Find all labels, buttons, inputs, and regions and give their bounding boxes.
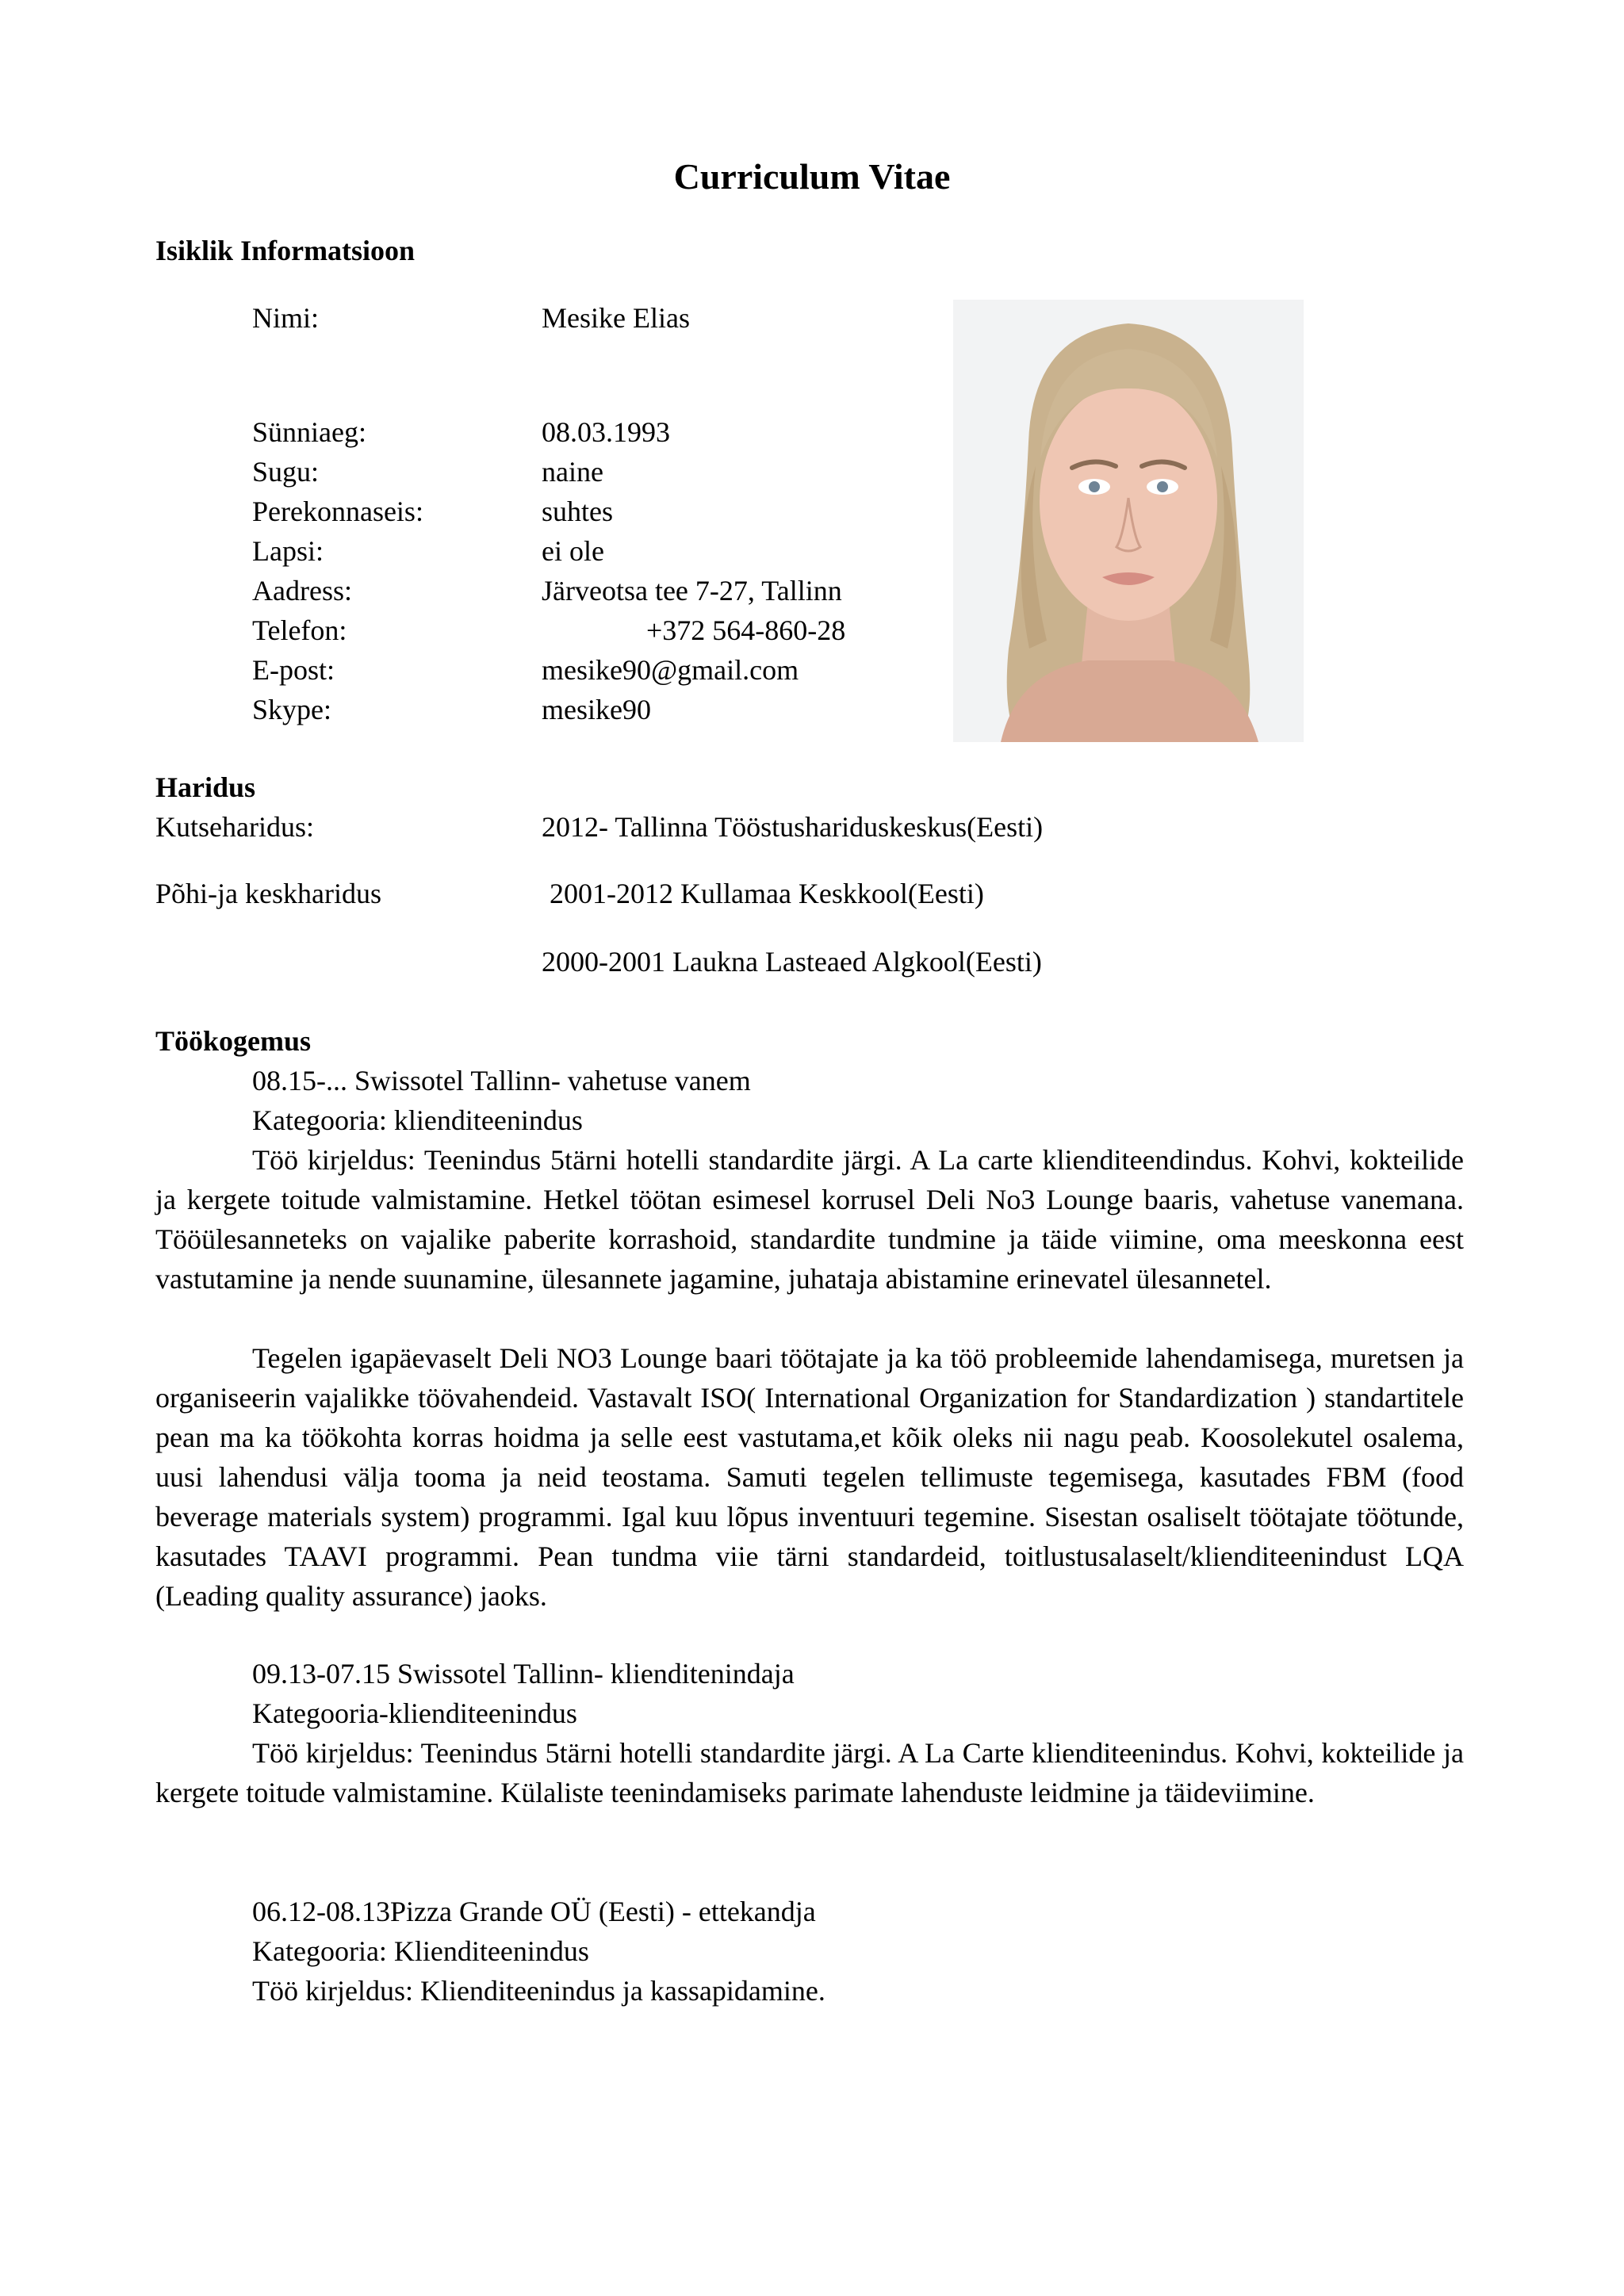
vocational-education-value: 2012- Tallinna Tööstushariduskeskus(Eesti) [542,811,1044,843]
basic-education-label: Põhi-ja keskharidus [155,878,381,909]
job2-description: Töö kirjeldus: Teenindus 5tärni hotelli standardite järgi. A La Carte klienditeenindus. Kohvi, kokteilide ja kergete toitude valmistamine. Külaliste teenindamiseks parimate lahenduste leidmine ja täideviimine. [155,1737,1464,1808]
basic-education-value-2: 2000-2001 Laukna Lasteaed Algkool(Eesti) [542,946,1042,978]
education-heading: Haridus [155,771,256,803]
job2-title: 09.13-07.15 Swissotel Tallinn- klienditenindaja [252,1658,795,1689]
field-value-name: Mesike Elias [542,302,690,334]
vocational-education-label: Kutseharidus: [155,811,314,843]
field-label-marital-status: Perekonnaseis: [252,496,423,527]
job1-description: Töö kirjeldus: Teenindus 5tärni hotelli standardite järgi. A La carte klienditeendindus. Kohvi, kokteilide ja kergete toitude valmistamine. Hetkel töötan esimesel korrusel Deli No3 Lounge baaris, vahetuse vanemana. Tööülesanneteks on vajalike paberite korrashoid, standardite tundmine ja täide viimine, oma meeskonna eest vastutamine ja nende suunamine, ülesannete jagamine, juhataja abistamine erinevatel ülesannetel. [155,1144,1464,1295]
basic-education-value-1: 2001-2012 Kullamaa Keskkool(Eesti) [550,878,984,909]
field-label-email: E-post: [252,654,335,686]
field-value-phone: +372 564-860-28 [646,614,846,646]
field-label-gender: Sugu: [252,456,320,488]
field-value-birthdate: 08.03.1993 [542,416,670,448]
job3-description: Töö kirjeldus: Klienditeenindus ja kassapidamine. [252,1975,825,2007]
field-label-children: Lapsi: [252,535,324,567]
job1-title: 08.15-... Swissotel Tallinn- vahetuse vanem [252,1065,751,1096]
field-label-skype: Skype: [252,694,332,725]
profile-photo [953,300,1304,742]
job1-category: Kategooria: klienditeenindus [252,1104,583,1136]
job3-title: 06.12-08.13Pizza Grande OÜ (Eesti) - ettekandja [252,1896,816,1927]
field-label-birthdate: Sünniaeg: [252,416,366,448]
field-value-children: ei ole [542,535,604,567]
work-experience-heading: Töökogemus [155,1025,312,1057]
field-value-gender: naine [542,456,603,488]
field-label-address: Aadress: [252,575,352,607]
job2-category: Kategooria-klienditeenindus [252,1697,577,1729]
field-value-skype: mesike90 [542,694,651,725]
field-label-phone: Telefon: [252,614,347,646]
field-value-email: mesike90@gmail.com [542,654,799,686]
job3-category: Kategooria: Klienditeenindus [252,1935,589,1967]
document-title: Curriculum Vitae [673,156,951,197]
personal-info-heading: Isiklik Informatsioon [155,235,416,266]
field-label-name: Nimi: [252,302,320,334]
field-value-address: Järveotsa tee 7-27, Tallinn [542,575,842,607]
job1-description-continued: Tegelen igapäevaselt Deli NO3 Lounge baari töötajate ja ka töö probleemide lahendamisega, muretsen ja organiseerin vajalikke töövahendeid. Vastavalt ISO( International Organization for Standardization ) standartitele pean ma ka töökohta korras hoidma ja selle eest vastutama,et kõik oleks nii nagu peab. Koosolekutel osalema, uusi lahendusi välja tooma ja neid teostama. Samuti tegelen tellimuste tegemisega, kasutades FBM (food beverage materials system) programmi. Igal kuu lõpus inventuuri tegemine. Sisestan osaliselt töötajate töötunde, kasutades TAAVI programmi. Pean tundma viie tärni standardeid, toitlustusalaselt/klienditeenindust LQA (Leading quality assurance) jaoks. [155,1342,1464,1612]
field-value-marital-status: suhtes [542,496,613,527]
